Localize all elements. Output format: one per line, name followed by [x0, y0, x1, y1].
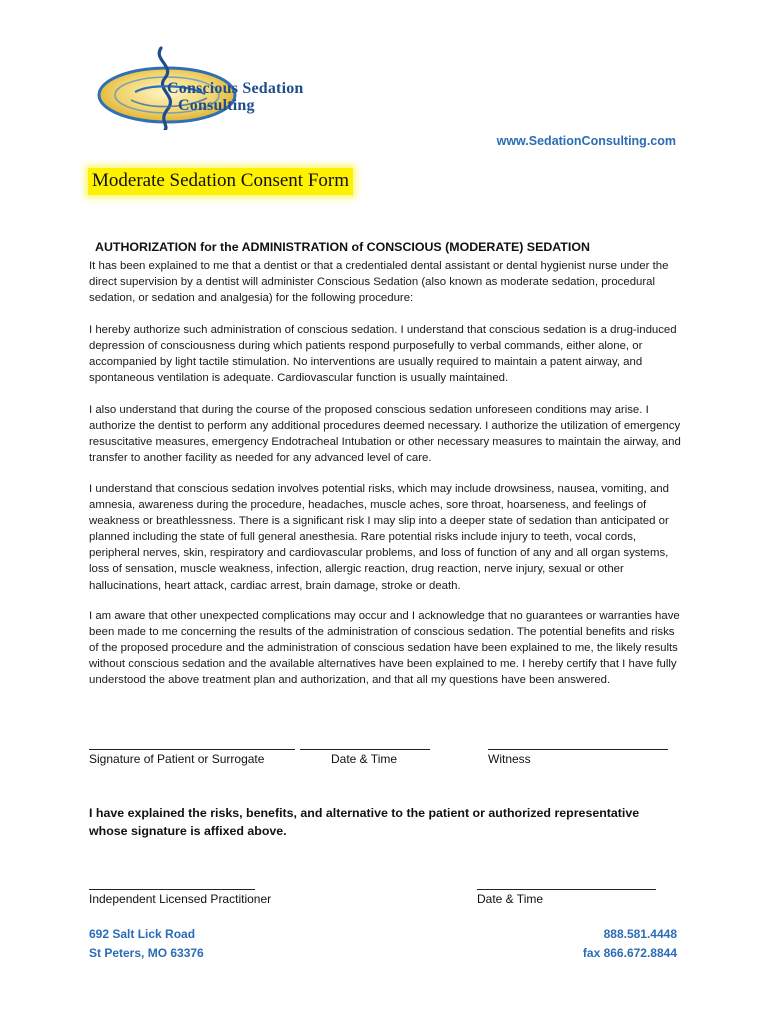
phone-number: 888.581.4448	[603, 927, 677, 941]
patient-signature-label: Signature of Patient or Surrogate	[89, 752, 265, 766]
practitioner-date-label: Date & Time	[477, 892, 544, 906]
paragraph-procedure: It has been explained to me that a dentist or that a credentialed dental assistant or dental hygienist nurse under the direct supervision by a dentist will administer Conscious Sedation (also known as moderate sedation, procedural sedation, or sedation and analgesia) for the following procedure:	[89, 260, 669, 305]
body-section-5	[89, 608, 683, 704]
company-logo	[95, 40, 345, 130]
practitioner-date-line[interactable]	[477, 889, 656, 890]
website-link[interactable]: www.SedationConsulting.com	[496, 134, 676, 148]
paragraph-acknowledgement: I am aware that other unexpected complications may occur and I acknowledge that no guarantees or warranties have been made to me concerning the results of the administration of conscious sedation. The potential benefits and risks of the proposed procedure and the administration of conscious sedation have been explained to me, the likely results without conscious sedation and the available alternatives have been explained to me. I hereby certify that I have fully understood the above treatment plan and authorization, and that all my questions have been answered.	[89, 610, 680, 687]
paragraph-authorization: I hereby authorize such administration of conscious sedation. I understand that conscious sedation is a drug-induced depression of consciousness during which patients respond purposefully to verbal commands, either alone, or accompanied by light tactile stimulation. No interventions are usually required to maintain a patent airway, and spontaneous ventilation is adequate. Cardiovascular function is usually maintained.	[89, 324, 677, 385]
body-section-4	[89, 481, 683, 610]
paragraph-unforeseen: I also understand that during the course of the proposed conscious sedation unforeseen conditions may arise. I authorize the dentist to perform any additional procedures deemed necessary. I authorize the utilization of emergency resuscitative measures, emergency Endotracheal Intubation or other necessary measures to maintain the airway, and transfer to another facility as needed for any advanced level of care.	[89, 404, 681, 465]
footer-address	[89, 925, 204, 963]
body-section-1	[89, 258, 683, 322]
practitioner-label: Independent Licensed Practitioner	[89, 892, 272, 906]
form-title: Moderate Sedation Consent Form	[88, 168, 353, 195]
logo-text-line2: Consulting	[178, 97, 255, 114]
patient-date-line[interactable]	[300, 749, 430, 750]
address-line-2: St Peters, MO 63376	[89, 946, 204, 960]
fax-number: fax 866.672.8844	[582, 946, 677, 960]
patient-date-label: Date & Time	[331, 752, 398, 766]
practitioner-statement: I have explained the risks, benefits, and alternative to the patient or authorized representative whose signature is affixed above.	[89, 806, 640, 838]
witness-label: Witness	[488, 752, 531, 766]
address-line-1: 692 Salt Lick Road	[89, 927, 196, 941]
body-section-3	[89, 402, 683, 482]
paragraph-risks: I understand that conscious sedation involves potential risks, which may include drowsiness, nausea, vomiting, and amnesia, awareness during the procedure, headaches, muscle aches, sore throat, hoarseness, and feelings of weakness or breathlessness. There is a significant risk I may slip into a deeper state of sedation than anticipated or planned including the state of full general anesthesia. Rare potential risks include injury to teeth, vocal cords, peripheral nerves, skin, respiratory and cardiovascular problems, and loss of function of any and all organ systems, loss of sensation, muscle weakness, infection, allergic reaction, drug reaction, nerve injury, sexual or other hallucinations, heart attack, cardiac arrest, brain damage, stroke or death.	[89, 483, 669, 592]
body-section-2	[89, 322, 683, 402]
witness-signature-line[interactable]	[488, 749, 668, 750]
footer-contact	[583, 925, 677, 963]
patient-signature-line[interactable]	[89, 749, 295, 750]
logo-text-line1: Conscious Sedation	[167, 80, 304, 97]
practitioner-signature-line[interactable]	[89, 889, 255, 890]
authorization-heading: AUTHORIZATION for the ADMINISTRATION of CONSCIOUS (MODERATE) SEDATION	[95, 240, 590, 254]
